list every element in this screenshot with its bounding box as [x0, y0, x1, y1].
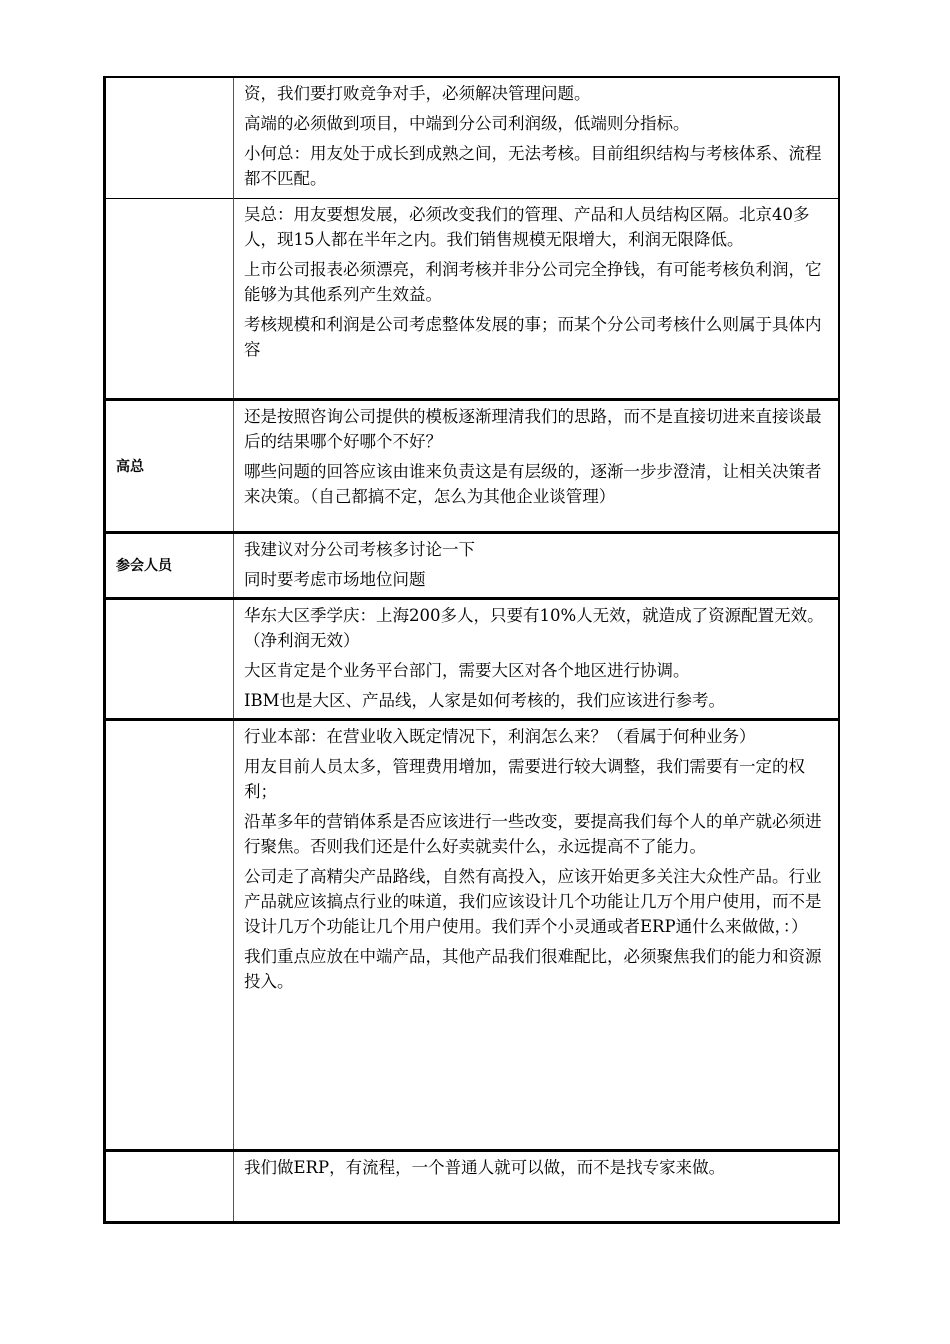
content-cell [234, 598, 839, 719]
speaker-cell: 参会人员 [105, 532, 234, 598]
speaker-cell [105, 198, 234, 399]
speaker-cell [105, 1150, 234, 1222]
minutes-table [103, 76, 840, 1224]
paragraph: 大区肯定是个业务平台部门，需要大区对各个地区进行协调。 [244, 660, 690, 680]
paragraph: 公司走了高精尖产品路线，自然有高投入，应该开始更多关注大众性产品。行业产品就应该搞点行业的味道，我们应该设计几个功能让几万个用户使用，而不是设计几万个功能让几个用户使用。我们弄个小灵通或者ERP通什么来做做，：） [244, 866, 822, 936]
paragraph: 小何总：用友处于成长到成熟之间，无法考核。目前组织结构与考核体系、流程都不匹配。 [244, 144, 822, 188]
speaker-cell [105, 719, 234, 1150]
paragraph: 沿革多年的营销体系是否应该进行一些改变，要提高我们每个人的单产就必须进行聚焦。否则我们还是什么好卖就卖什么，永远提高不了能力。 [244, 811, 822, 856]
paragraph: 华东大区季学庆：上海200多人，只要有10%人无效，就造成了资源配置无效。（净利润无效） [244, 605, 824, 650]
paragraph: 高端的必须做到项目，中端到分公司利润级，低端则分指标。 [244, 114, 690, 133]
content-cell [234, 77, 839, 198]
paragraph: 吴总：用友要想发展，必须改变我们的管理、产品和人员结构区隔。北京40多人，现15人都在半年之内。我们销售规模无限增大，利润无限降低。 [244, 204, 810, 249]
content-cell [234, 198, 839, 399]
speaker-cell: 高总 [105, 399, 234, 532]
content-cell [234, 399, 839, 532]
paragraph: 还是按照咨询公司提供的模板逐渐理清我们的思路，而不是直接切进来直接谈最后的结果哪个好哪个不好？ [244, 406, 822, 451]
table-row [105, 1150, 839, 1222]
paragraph: 用友目前人员太多，管理费用增加，需要进行较大调整，我们需要有一定的权利； [244, 756, 805, 801]
speaker-cell [105, 77, 234, 198]
table-row [105, 198, 839, 399]
paragraph: 资，我们要打败竞争对手，必须解决管理问题。 [244, 84, 591, 103]
table-row [105, 532, 839, 598]
paragraph: 行业本部：在营业收入既定情况下，利润怎么来？（看属于何种业务） [244, 726, 756, 746]
table-row [105, 77, 839, 198]
paragraph: 哪些问题的回答应该由谁来负责这是有层级的，逐渐一步步澄清，让相关决策者来决策。（自己都搞不定，怎么为其他企业谈管理） [244, 461, 822, 506]
table-row [105, 598, 839, 719]
table-row [105, 719, 839, 1150]
speaker-cell [105, 598, 234, 719]
paragraph: 我们重点应放在中端产品，其他产品我们很难配比，必须聚焦我们的能力和资源投入。 [244, 946, 822, 991]
paragraph: 考核规模和利润是公司考虑整体发展的事；而某个分公司考核什么则属于具体内容 [244, 314, 822, 359]
content-cell [234, 1150, 839, 1222]
paragraph: 上市公司报表必须漂亮，利润考核并非分公司完全挣钱，有可能考核负利润，它能够为其他系列产生效益。 [244, 259, 822, 304]
paragraph: 同时要考虑市场地位问题 [244, 569, 426, 589]
content-cell [234, 719, 839, 1150]
paragraph: 我建议对分公司考核多讨论一下 [244, 539, 475, 559]
content-cell [234, 532, 839, 598]
paragraph: 我们做ERP，有流程，一个普通人就可以做，而不是找专家来做。 [244, 1157, 726, 1177]
table-row [105, 399, 839, 532]
paragraph: IBM也是大区、产品线，人家是如何考核的，我们应该进行参考。 [244, 690, 726, 710]
